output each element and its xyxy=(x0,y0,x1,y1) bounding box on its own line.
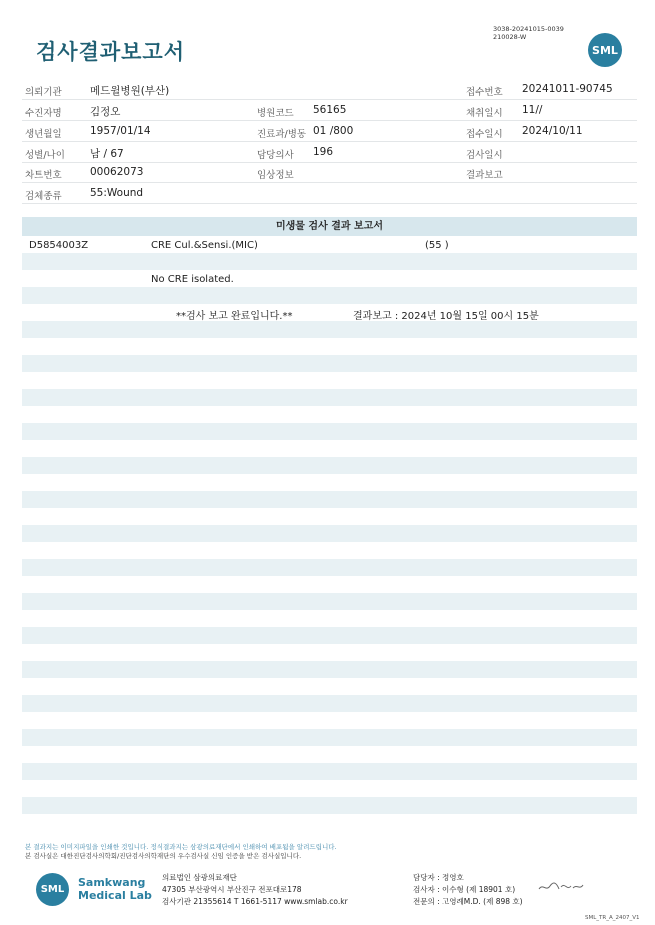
info-label: 채취일시 xyxy=(466,108,503,119)
info-value: 55:Wound xyxy=(90,187,144,199)
result-finding: No CRE isolated. xyxy=(151,274,234,285)
info-label: 결과보고 xyxy=(466,170,503,181)
result-line-stripe xyxy=(22,355,637,372)
info-value: 김정오 xyxy=(90,106,121,118)
footer-examiner: 검사자 : 이수형 (제 18901 호) xyxy=(413,885,516,894)
result-line-stripe xyxy=(22,559,637,576)
info-value: 00062073 xyxy=(90,166,144,178)
info-label: 접수일시 xyxy=(466,129,503,140)
accreditation-notice: 본 검사실은 대한진단검사의학회/진단검사의학재단의 우수검사실 신임 인증을 받은 검사실입니다. xyxy=(25,852,302,860)
info-value: 01 /800 xyxy=(313,125,354,137)
specimen-code: (55 ) xyxy=(425,240,449,251)
result-line-stripe xyxy=(22,661,637,678)
info-row xyxy=(22,163,637,183)
document-code-line1: 3038-20241015-0039 xyxy=(493,25,564,33)
result-line-stripe xyxy=(22,321,637,338)
result-line-stripe xyxy=(22,253,637,270)
signature-image xyxy=(537,880,585,894)
footer-sml-logo: SML xyxy=(36,873,69,906)
info-value: 2024/10/11 xyxy=(522,125,583,137)
info-value: 메드윌병원(부산) xyxy=(90,85,170,97)
result-line-stripe xyxy=(22,763,637,780)
info-label: 담당의사 xyxy=(257,150,294,161)
result-line-stripe xyxy=(22,457,637,474)
info-label: 검체종류 xyxy=(25,191,62,202)
result-line-stripe xyxy=(22,627,637,644)
info-label: 진료과/병동 xyxy=(257,129,307,140)
result-section-title-text: 미생물 검사 결과 보고서 xyxy=(275,221,384,232)
footer-staff-info xyxy=(413,872,523,908)
info-value: 1957/01/14 xyxy=(90,125,151,137)
info-value: 11// xyxy=(522,104,543,116)
result-line-stripe xyxy=(22,423,637,440)
footer-brand xyxy=(78,876,152,902)
info-label: 검사일시 xyxy=(466,150,503,161)
info-row xyxy=(22,143,637,163)
footer-organization-info xyxy=(162,872,348,908)
info-row xyxy=(22,101,637,121)
result-line-stripe xyxy=(22,491,637,508)
info-label: 의뢰기관 xyxy=(25,87,62,98)
result-line-stripe xyxy=(22,389,637,406)
info-row xyxy=(22,122,637,142)
info-value: 20241011-90745 xyxy=(522,83,613,95)
result-line-stripe xyxy=(22,525,637,542)
test-name: CRE Cul.&Sensi.(MIC) xyxy=(151,240,258,251)
info-row xyxy=(22,80,637,100)
info-label: 접수번호 xyxy=(466,87,503,98)
info-row xyxy=(22,184,637,204)
info-label: 병원코드 xyxy=(257,108,294,119)
footer-contact: 검사기관 21355614 T 1661-5117 www.smlab.co.kr xyxy=(162,897,348,906)
info-label: 성별/나이 xyxy=(25,150,65,161)
result-line-stripe xyxy=(22,287,637,304)
result-section-title xyxy=(22,217,637,236)
footer-brand-line1: Samkwang xyxy=(78,876,146,889)
info-value: 196 xyxy=(313,146,334,158)
info-label: 수진자명 xyxy=(25,108,62,119)
document-code-line2: 210028-W xyxy=(493,33,527,41)
footer-manager: 담당자 : 정영호 xyxy=(413,873,464,882)
result-line-stripe xyxy=(22,729,637,746)
form-code: SML_TR_A_2407_V1 xyxy=(585,915,640,921)
info-value: 56165 xyxy=(313,104,347,116)
sml-logo: SML xyxy=(588,33,622,67)
info-label: 차트번호 xyxy=(25,170,62,181)
footer-specialist: 전문의 : 고영례M.D. (제 898 호) xyxy=(413,897,523,906)
report-time: 결과보고 : 2024년 10월 15일 00시 15분 xyxy=(353,311,539,322)
test-code: D5854003Z xyxy=(29,240,89,251)
footer-address: 47305 부산광역시 부산진구 전포대로178 xyxy=(162,885,302,894)
info-label: 생년월일 xyxy=(25,129,62,140)
info-value: 남 / 67 xyxy=(90,148,124,160)
result-line-stripe xyxy=(22,593,637,610)
result-line-stripe xyxy=(22,797,637,814)
result-line-stripe xyxy=(22,695,637,712)
document-code xyxy=(493,25,564,41)
footer-brand-line2: Medical Lab xyxy=(78,889,152,902)
info-label: 임상정보 xyxy=(257,170,294,181)
footer-org-name: 의료법인 삼광의료재단 xyxy=(162,873,237,882)
report-complete-note: **검사 보고 완료입니다.** xyxy=(176,311,293,322)
image-print-notice: 본 결과지는 이미지파일을 인쇄한 것입니다. 정식결과지는 삼광의료재단에서 인쇄하여 배포됨을 알려드립니다. xyxy=(25,843,337,851)
report-title: 검사결과보고서 xyxy=(36,40,186,64)
